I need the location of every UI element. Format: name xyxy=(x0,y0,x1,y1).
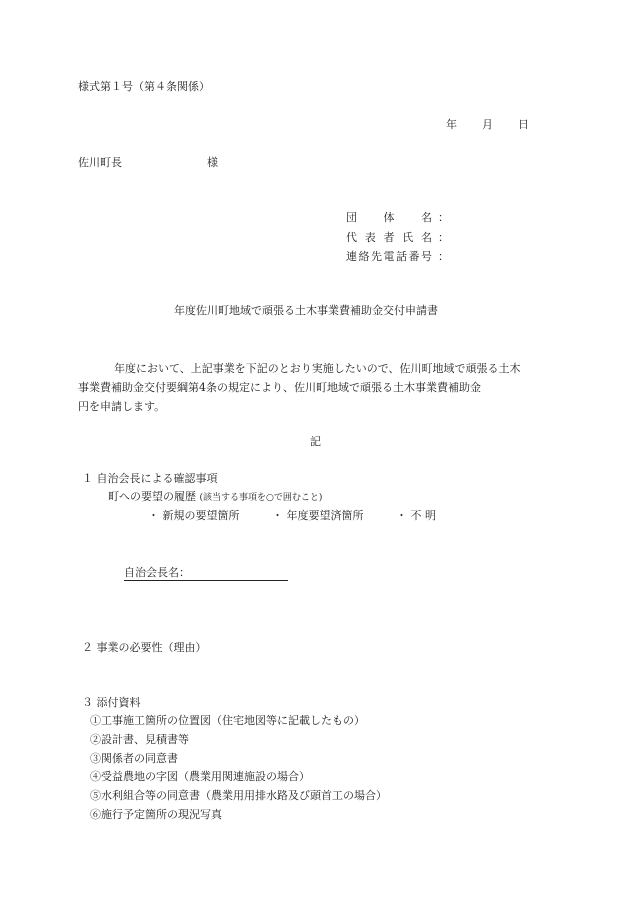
option-requested: ・ 年度要望済箇所 xyxy=(272,509,364,522)
request-history xyxy=(108,490,322,505)
attachment-item: ①工事施工箇所の位置図（住宅地図等に記載したもの） xyxy=(90,714,365,727)
applicant-row-group xyxy=(346,211,449,225)
attachment-item: ②設計書、見積書等 xyxy=(90,733,189,746)
ki-heading: 記 xyxy=(310,435,321,448)
page-title: 年度佐川町地域で頑張る土木事業費補助金交付申請書 xyxy=(174,304,438,317)
leader-name-label: 自治会長名： xyxy=(124,566,288,581)
option-unknown: ・ 不 明 xyxy=(396,509,436,522)
phone-colon: ： xyxy=(438,250,449,263)
option-new: ・ 新規の要望箇所 xyxy=(148,509,240,522)
group-name-colon: ： xyxy=(438,211,449,224)
section1-heading: １ 自治会長による確認事項 xyxy=(82,472,218,485)
addressee-name: 佐川町長 xyxy=(78,156,122,169)
history-label: 町への要望の履歴 xyxy=(108,490,196,503)
section2-heading: ２ 事業の必要性（理由） xyxy=(82,641,207,654)
body-line-2: 事業費補助金交付要綱第4条の規定により、佐川町地域で頑張る土木事業費補助金 xyxy=(78,381,481,394)
section3-heading: ３ 添付資料 xyxy=(82,696,141,709)
attachment-item: ③関係者の同意書 xyxy=(90,752,178,765)
applicant-row-representative xyxy=(346,231,449,245)
group-name-label: 団体名 xyxy=(346,211,432,224)
addressee-honorific: 様 xyxy=(207,156,218,169)
body-line-3: 円を申請します。 xyxy=(78,400,166,413)
phone-label: 連絡先電話番号 xyxy=(346,250,432,263)
attachment-item: ⑤水利組合等の同意書（農業用用排水路及び頭首工の場合） xyxy=(90,789,387,802)
date-day: 日 xyxy=(518,118,529,131)
body-line-1: 年度において、上記事業を下記のとおり実施したいので、佐川町地域で頑張る土木 xyxy=(114,362,521,375)
history-note: (該当する事項を○で囲むこと) xyxy=(199,493,323,503)
applicant-row-phone xyxy=(346,250,449,264)
representative-label: 代表者氏名 xyxy=(346,231,432,244)
representative-colon: ： xyxy=(438,231,449,244)
attachment-item: ④受益農地の字図（農業用関連施設の場合） xyxy=(90,770,310,783)
form-number: 様式第１号（第４条関係） xyxy=(78,80,210,93)
attachment-item: ⑥施行予定箇所の現況写真 xyxy=(90,808,222,821)
date-year: 年 xyxy=(446,118,457,131)
leader-name-field xyxy=(124,566,288,581)
date-month: 月 xyxy=(482,118,493,131)
